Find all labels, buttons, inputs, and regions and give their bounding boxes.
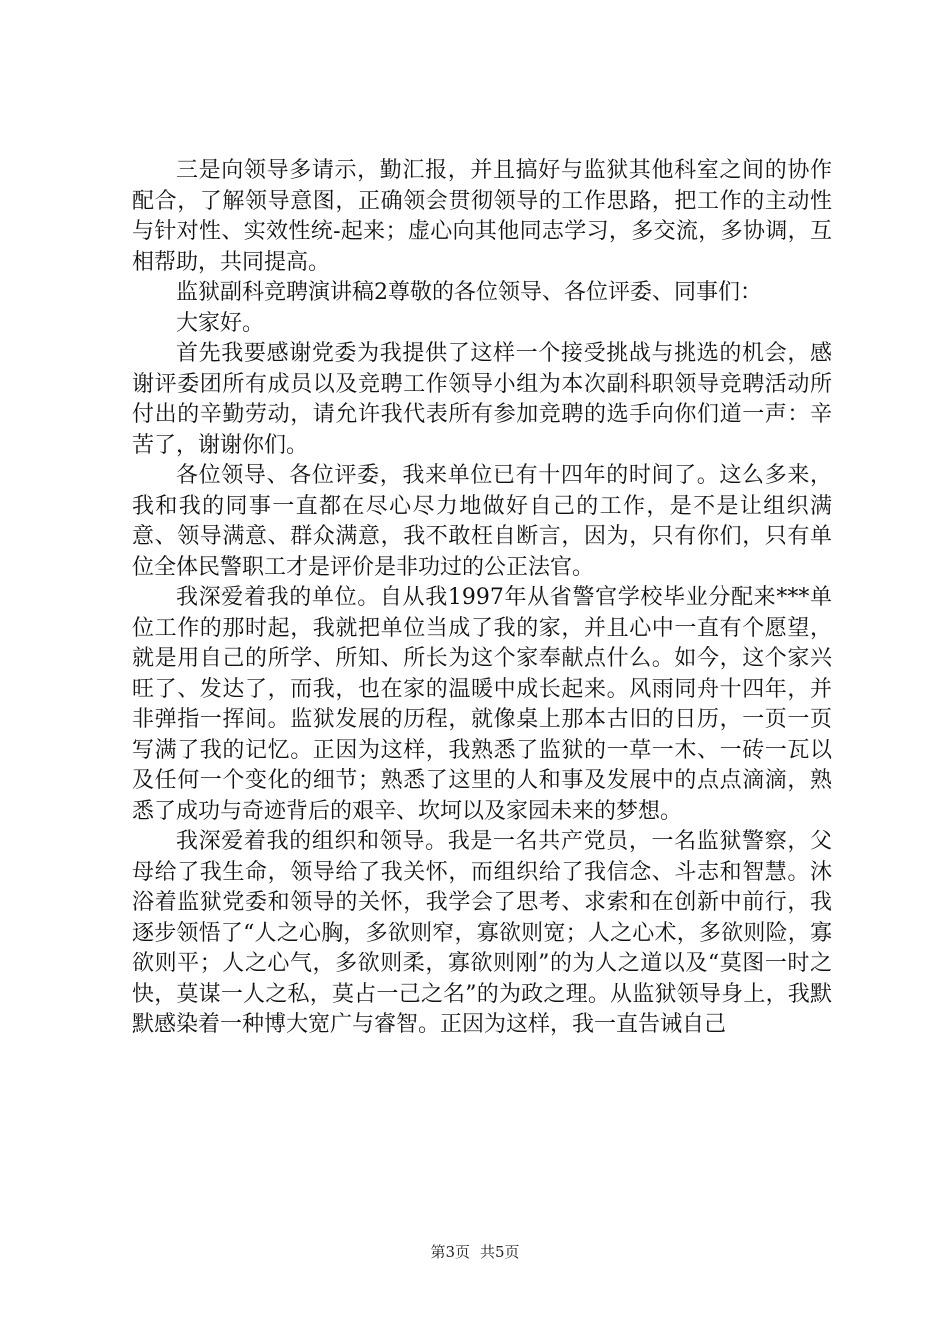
page-number-total: 共5页 — [480, 1243, 520, 1261]
document-body — [132, 156, 832, 1041]
paragraph-1: 三是向领导多请示，勤汇报，并且搞好与监狱其他科室之间的协作配合，了解领导意图，正确领会贯彻领导的工作思路，把工作的主动性与针对性、实效性统-起来；虚心向其他同志学习，多交流，多协调，互相帮助，共同提高。 — [132, 158, 832, 275]
page-number-current: 第3页 — [430, 1243, 470, 1261]
paragraph-5: 各位领导、各位评委，我来单位已有十四年的时间了。这么多来，我和我的同事一直都在尽心尽力地做好自己的工作，是不是让组织满意、领导满意、群众满意，我不敢枉自断言，因为，只有你们，只有单位全体民警职工才是评价是非功过的公正法官。 — [132, 463, 832, 580]
paragraph-3: 大家好。 — [176, 310, 265, 336]
page-footer — [0, 1241, 950, 1262]
paragraph-4: 首先我要感谢党委为我提供了这样一个接受挑战与挑选的机会，感谢评委团所有成员以及竞聘工作领导小组为本次副科职领导竞聘活动所付出的辛勤劳动，请允许我代表所有参加竞聘的选手向你们道一声：辛苦了，谢谢你们。 — [132, 341, 832, 458]
paragraph-2: 监狱副科竞聘演讲稿2尊敬的各位领导、各位评委、同事们： — [176, 280, 762, 305]
paragraph-6: 我深爱着我的单位。自从我1997年从省警官学校毕业分配来***单位工作的那时起，我就把单位当成了我的家，并且心中一直有个愿望，就是用自己的所学、所知、所长为这个家奉献点什么。如今，这个家兴旺了、发达了，而我，也在家的温暖中成长起来。风雨同舟十四年，并非弹指一挥间。监狱发展的历程，就像桌上那本古旧的日历，一页一页写满了我的记忆。正因为这样，我熟悉了监狱的一草一木、一砖一瓦以及任何一个变化的细节；熟悉了这里的人和事及发展中的点点滴滴，熟悉了成功与奇迹背后的艰辛、坎坷以及家园未来的梦想。 — [132, 585, 832, 824]
paragraph-7: 我深爱着我的组织和领导。我是一名共产党员，一名监狱警察，父母给了我生命，领导给了我关怀，而组织给了我信念、斗志和智慧。沐浴着监狱党委和领导的关怀，我学会了思考、求索和在创新中前行，我逐步领悟了“人之心胸，多欲则窄，寡欲则宽；人之心术，多欲则险，寡欲则平；人之心气，多欲则柔，寡欲则刚”的为人之道以及“莫图一时之快，莫谋一人之私，莫占一己之名”的为政之理。从监狱领导身上，我默默感染着一种博大宽广与睿智。正因为这样，我一直告诫自己 — [132, 829, 832, 1037]
